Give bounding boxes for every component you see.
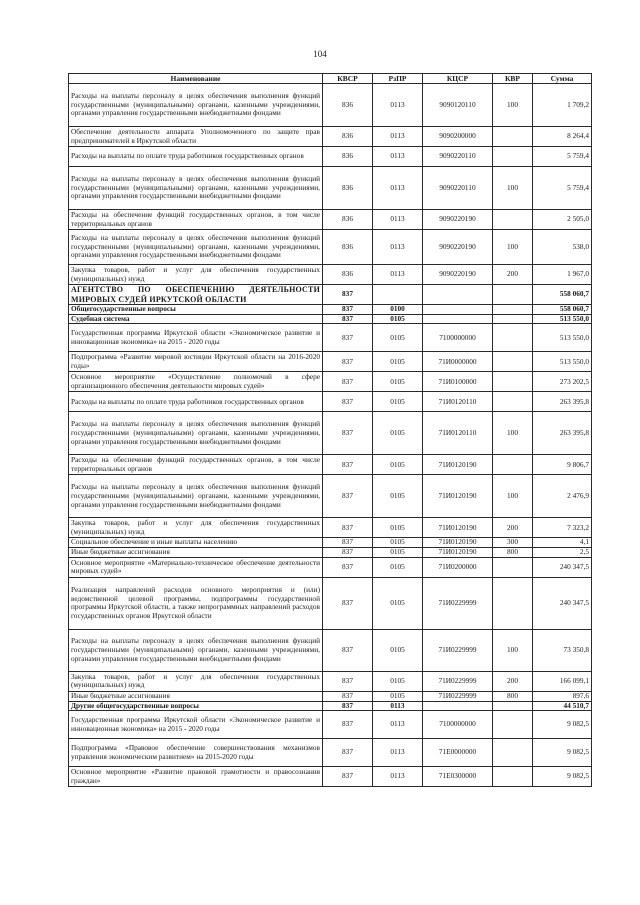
row-kvsr: 837 [323,455,373,475]
header-kvsr: КВСР [323,74,373,84]
row-kvsr: 836 [323,127,373,147]
row-kvsr: 837 [323,711,373,739]
row-kvr [493,711,533,739]
row-rzpr: 0105 [373,577,423,629]
table-row [69,701,592,711]
row-kcsr: 71И0120190 [423,538,493,548]
row-kvsr: 837 [323,548,373,558]
row-sum: 8 264,4 [533,127,592,147]
row-name: Иные бюджетные ассигнования [69,691,323,701]
table-row [69,305,592,315]
row-kcsr: 7100000000 [423,324,493,352]
row-kvsr: 837 [323,577,373,629]
row-kvr: 200 [493,518,533,538]
row-kvr: 800 [493,691,533,701]
table-row [69,691,592,701]
row-name: Расходы на выплаты по оплате труда работников государственных органов [69,392,323,412]
row-name: Обеспечение деятельности аппарата Уполномоченного по защите прав предпринимателей в Иркутской области [69,127,323,147]
row-name: Закупка товаров, работ и услуг для обеспечения государственных (муниципальных) нужд [69,265,323,285]
row-kvsr: 837 [323,352,373,372]
row-kvsr: 837 [323,324,373,352]
row-kcsr [423,314,493,324]
row-name: Общегосударственные вопросы [69,305,323,315]
header-name: Наименование [69,74,323,84]
row-rzpr: 0105 [373,548,423,558]
header-kcsr: КЦСР [423,74,493,84]
row-rzpr: 0105 [373,557,423,577]
table-row [69,739,592,767]
row-kvr [493,305,533,315]
row-kcsr: 71И0229999 [423,577,493,629]
row-rzpr: 0105 [373,538,423,548]
row-sum: 558 060,7 [533,305,592,315]
row-kcsr: 71И0229999 [423,629,493,671]
row-rzpr: 0105 [373,352,423,372]
row-kvsr: 837 [323,518,373,538]
row-sum: 1 709,2 [533,84,592,127]
row-name: Расходы на выплаты по оплате труда работников государственных органов [69,147,323,167]
row-kvr: 300 [493,538,533,548]
row-kvsr: 836 [323,167,373,210]
row-kcsr: 71И0100000 [423,372,493,392]
row-name: Иные бюджетные ассигнования [69,548,323,558]
row-name: Расходы на выплаты персоналу в целях обеспечения выполнения функций государственными (муниципальными) органами, казенными учреждениями, органами управления государственными внебюджетными фондами [69,84,323,127]
row-kvr: 200 [493,671,533,691]
row-kvr: 100 [493,167,533,210]
row-rzpr: 0105 [373,392,423,412]
row-kvsr: 837 [323,285,373,305]
table-row [69,518,592,538]
row-sum: 73 350,8 [533,629,592,671]
row-sum: 897,6 [533,691,592,701]
row-kvsr: 837 [323,701,373,711]
row-kcsr: 71И0200000 [423,557,493,577]
row-kvsr: 837 [323,314,373,324]
row-kcsr: 71И0120190 [423,475,493,518]
row-name: Основное мероприятие «Материально-техническое обеспечение деятельности мировых судей» [69,557,323,577]
row-sum: 240 347,5 [533,577,592,629]
row-sum: 273 202,5 [533,372,592,392]
table-row [69,285,592,305]
row-sum: 9 082,5 [533,739,592,767]
row-rzpr: 0105 [373,372,423,392]
row-name: Основное мероприятие «Осуществление полномочий в сфере организационного обеспечения деятельности мировых судей» [69,372,323,392]
row-name: Расходы на обеспечение функций государственных органов, в том числе территориальных органов [69,455,323,475]
row-kvsr: 837 [323,305,373,315]
table-row [69,314,592,324]
table-row [69,265,592,285]
row-sum: 240 347,5 [533,557,592,577]
row-name: Подпрограмма «Развитие мировой юстиции Иркутской области на 2016-2020 годы» [69,352,323,372]
row-kcsr: 71И0120190 [423,548,493,558]
row-sum: 5 759,4 [533,167,592,210]
row-kvr [493,147,533,167]
table-row [69,324,592,352]
row-kcsr: 71Е0300000 [423,767,493,787]
row-kcsr: 9090120110 [423,84,493,127]
row-sum: 9 806,7 [533,455,592,475]
table-row [69,210,592,230]
row-kcsr: 71И0229999 [423,691,493,701]
table-row [69,538,592,548]
row-name: Расходы на выплаты персоналу в целях обеспечения выполнения функций государственными (муниципальными) органами, казенными учреждениями, органами управления государственными внебюджетными фондами [69,167,323,210]
row-kvr [493,739,533,767]
row-rzpr: 0105 [373,314,423,324]
row-sum: 7 323,2 [533,518,592,538]
row-kvsr: 837 [323,392,373,412]
row-kvr: 200 [493,265,533,285]
header-rzpr: РзПР [373,74,423,84]
row-kcsr: 71И0120190 [423,455,493,475]
row-kvsr: 837 [323,739,373,767]
row-kvr: 100 [493,475,533,518]
row-kvr [493,392,533,412]
row-rzpr: 0100 [373,305,423,315]
row-name: Расходы на выплаты персоналу в целях обеспечения выполнения функций государственными (муниципальными) органами, казенными учреждениями, органами управления государственными внебюджетными фондами [69,475,323,518]
row-rzpr: 0113 [373,739,423,767]
row-rzpr: 0105 [373,629,423,671]
row-rzpr: 0105 [373,324,423,352]
row-name: Государственная программа Иркутской области «Экономическое развитие и инновационная экономика» на 2015 - 2020 годы [69,324,323,352]
row-name: Государственная программа Иркутской области «Экономическое развитие и инновационная экономика» на 2015 - 2020 годы [69,711,323,739]
row-name: Расходы на выплаты персоналу в целях обеспечения выполнения функций государственными (муниципальными) органами, казенными учреждениями, органами управления государственными внебюджетными фондами [69,412,323,455]
row-kcsr: 7100000000 [423,711,493,739]
row-rzpr: 0113 [373,210,423,230]
row-kvsr: 837 [323,475,373,518]
row-kcsr: 9090220190 [423,210,493,230]
row-sum: 44 510,7 [533,701,592,711]
row-kcsr [423,305,493,315]
row-sum: 1 967,0 [533,265,592,285]
table-row [69,127,592,147]
row-sum: 263 395,8 [533,392,592,412]
header-sum: Сумма [533,74,592,84]
row-kcsr: 71И0120190 [423,518,493,538]
row-rzpr: 0113 [373,147,423,167]
row-sum: 166 099,1 [533,671,592,691]
table-row [69,412,592,455]
row-kvr [493,285,533,305]
row-kcsr: 9090220110 [423,147,493,167]
row-name: Реализация направлений расходов основного мероприятия и (или) ведомственной целевой программы, подпрограммы государственной программы Иркутской области, а также непрограммных направлений расходов государственных органов Иркутской области [69,577,323,629]
row-sum: 2,5 [533,548,592,558]
row-kvsr: 837 [323,691,373,701]
row-kvsr: 837 [323,629,373,671]
row-kcsr [423,285,493,305]
table-row [69,230,592,265]
row-rzpr: 0113 [373,711,423,739]
row-name: Социальное обеспечение и иные выплаты населению [69,538,323,548]
row-sum: 513 550,0 [533,352,592,372]
row-sum: 263 395,8 [533,412,592,455]
row-sum: 5 759,4 [533,147,592,167]
row-kcsr: 9090220110 [423,167,493,210]
table-row [69,557,592,577]
row-kvsr: 836 [323,210,373,230]
row-kvsr: 837 [323,767,373,787]
row-kvr [493,577,533,629]
row-kvsr: 837 [323,372,373,392]
row-rzpr: 0113 [373,127,423,147]
row-kvsr: 837 [323,671,373,691]
table-row [69,455,592,475]
row-kvsr: 836 [323,84,373,127]
table-row [69,767,592,787]
row-rzpr: 0105 [373,455,423,475]
page-number: 104 [313,49,327,59]
row-kcsr: 9090220190 [423,265,493,285]
row-kcsr [423,701,493,711]
row-name: Расходы на обеспечение функций государственных органов, в том числе территориальных органов [69,210,323,230]
row-kvr: 100 [493,412,533,455]
row-name: Закупка товаров, работ и услуг для обеспечения государственных (муниципальных) нужд [69,518,323,538]
row-kvsr: 836 [323,265,373,285]
row-kvsr: 836 [323,147,373,167]
row-kvr: 100 [493,84,533,127]
row-kvsr: 837 [323,412,373,455]
row-sum: 9 082,5 [533,767,592,787]
row-kvsr: 837 [323,538,373,548]
row-name: Другие общегосударственные вопросы [69,701,323,711]
row-kvsr: 837 [323,557,373,577]
row-kcsr: 71И0120110 [423,392,493,412]
row-kvr [493,455,533,475]
row-name: Расходы на выплаты персоналу в целях обеспечения выполнения функций государственными (муниципальными) органами, казенными учреждениями, органами управления государственными внебюджетными фондами [69,230,323,265]
row-rzpr: 0113 [373,265,423,285]
row-rzpr: 0113 [373,701,423,711]
row-kvr [493,767,533,787]
row-rzpr: 0105 [373,475,423,518]
row-rzpr: 0105 [373,671,423,691]
row-kcsr: 9090200000 [423,127,493,147]
row-rzpr: 0105 [373,518,423,538]
table-row [69,577,592,629]
table-body [69,84,592,787]
row-rzpr: 0113 [373,767,423,787]
row-rzpr: 0113 [373,167,423,210]
table-row [69,84,592,127]
row-sum: 513 550,0 [533,314,592,324]
row-kcsr: 71Е0000000 [423,739,493,767]
row-rzpr: 0113 [373,230,423,265]
budget-table [68,73,592,787]
table-row [69,352,592,372]
table-row [69,372,592,392]
table-row [69,548,592,558]
row-name: Подпрограмма «Правовое обеспечение совершенствования механизмов управления экономическим развитием» на 2015-2020 годы [69,739,323,767]
row-kvr [493,352,533,372]
row-kvr [493,557,533,577]
row-kvr: 100 [493,629,533,671]
row-sum: 2 505,0 [533,210,592,230]
row-kvr [493,372,533,392]
row-name: Основное мероприятие «Развитие правовой грамотности и правосознания граждан» [69,767,323,787]
row-name: АГЕНТСТВО ПО ОБЕСПЕЧЕНИЮ ДЕЯТЕЛЬНОСТИ МИРОВЫХ СУДЕЙ ИРКУТСКОЙ ОБЛАСТИ [69,285,323,305]
table-row [69,167,592,210]
table-row [69,711,592,739]
row-sum: 513 550,0 [533,324,592,352]
table-row [69,629,592,671]
row-kcsr: 71И0120110 [423,412,493,455]
row-kvr [493,127,533,147]
row-sum: 9 082,5 [533,711,592,739]
row-kvr [493,314,533,324]
table-header-row [69,74,592,84]
row-sum: 558 060,7 [533,285,592,305]
row-rzpr [373,285,423,305]
header-kvr: КВР [493,74,533,84]
table-row [69,475,592,518]
row-name: Закупка товаров, работ и услуг для обеспечения государственных (муниципальных) нужд [69,671,323,691]
row-kvr [493,324,533,352]
table-row [69,392,592,412]
row-rzpr: 0105 [373,412,423,455]
row-kvr: 800 [493,548,533,558]
row-sum: 538,0 [533,230,592,265]
row-rzpr: 0113 [373,84,423,127]
row-kvr [493,701,533,711]
table-row [69,671,592,691]
row-kvr [493,210,533,230]
row-kvsr: 836 [323,230,373,265]
row-kcsr: 71И0229999 [423,671,493,691]
row-kvr: 100 [493,230,533,265]
row-name: Расходы на выплаты персоналу в целях обеспечения выполнения функций государственными (муниципальными) органами, казенными учреждениями, органами управления государственными внебюджетными фондами [69,629,323,671]
row-kcsr: 9090220190 [423,230,493,265]
table-row [69,147,592,167]
row-sum: 4,1 [533,538,592,548]
row-name: Судебная система [69,314,323,324]
row-sum: 2 476,9 [533,475,592,518]
row-kcsr: 71И0000000 [423,352,493,372]
row-rzpr: 0105 [373,691,423,701]
